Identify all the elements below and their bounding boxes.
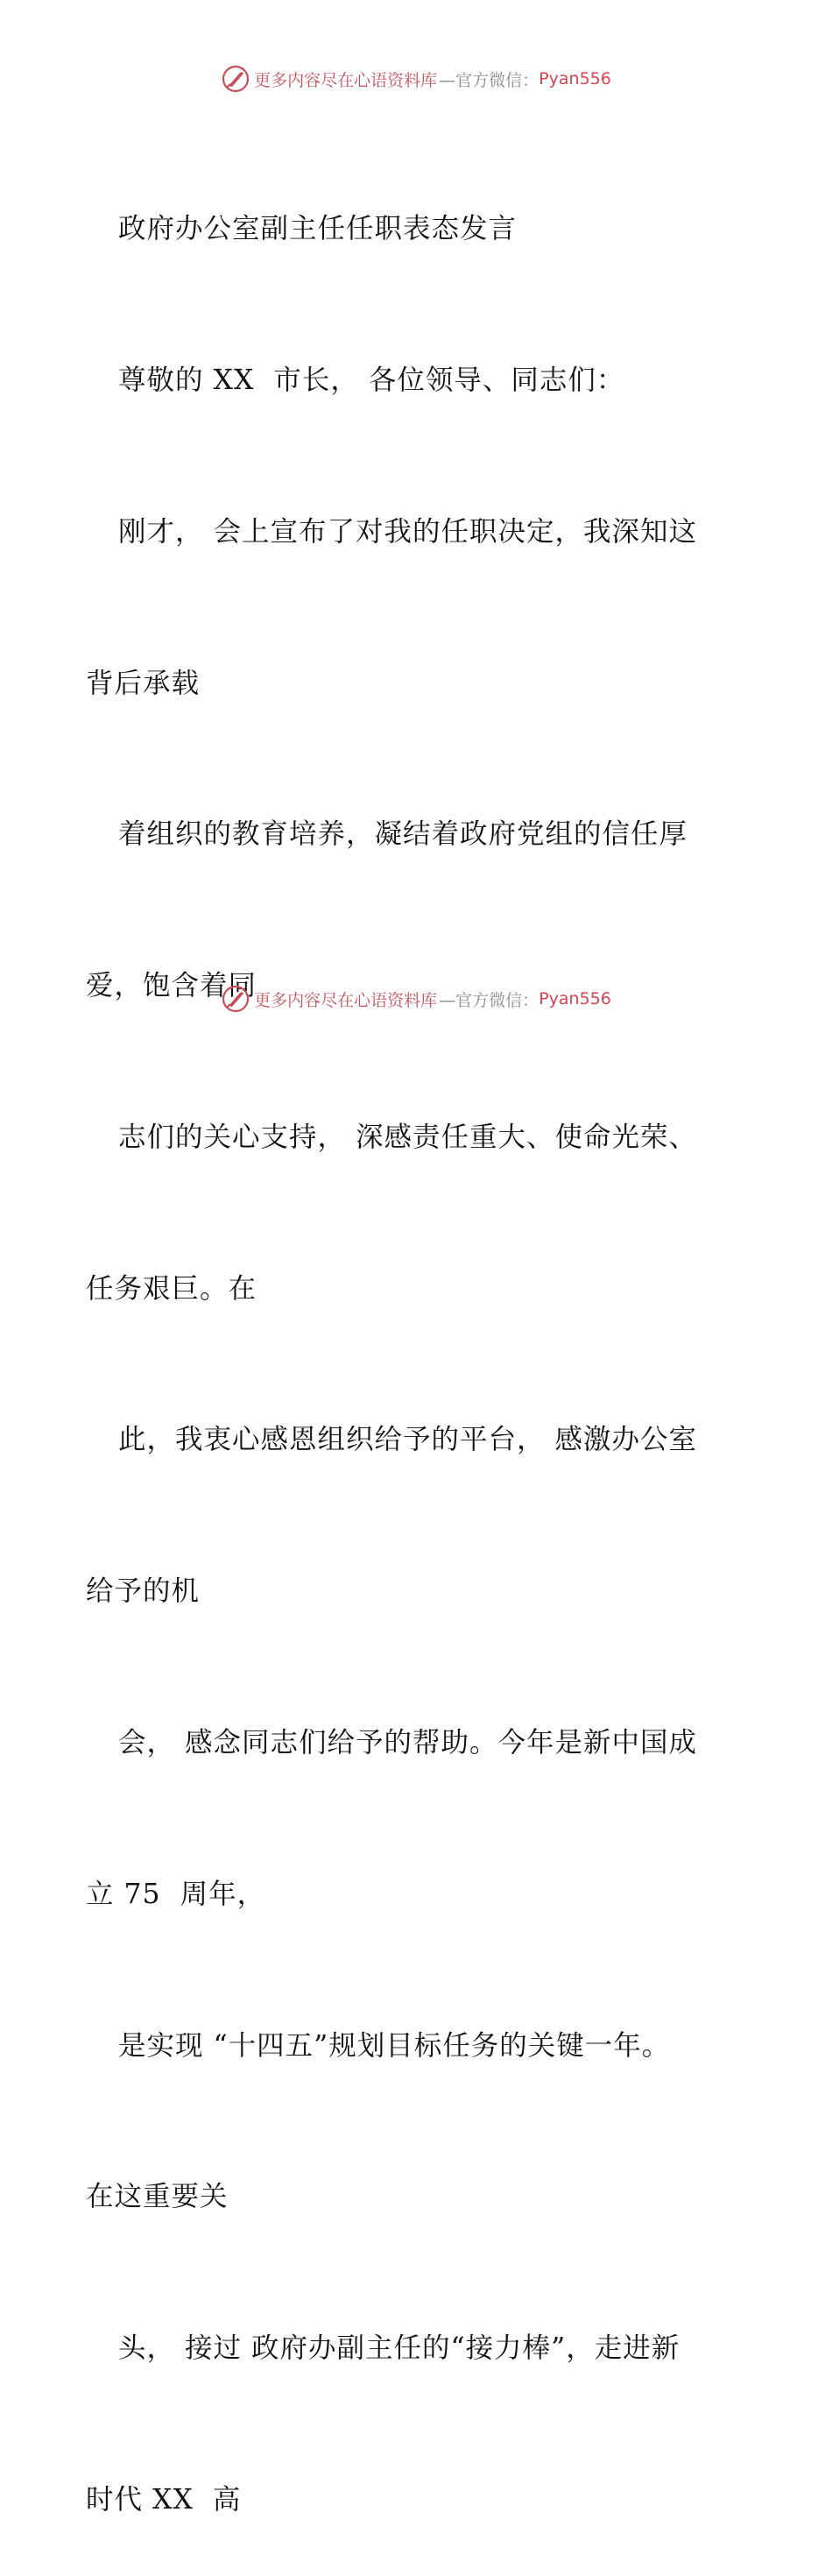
body-line: 爱，饱含着同	[86, 970, 257, 1002]
body-line: 在这重要关	[86, 2181, 229, 2213]
footer-watermark	[0, 981, 832, 1016]
body-line: 此，我衷心感恩组织给予的平台， 感激办公室	[118, 1424, 698, 1456]
body-line: 给予的机	[86, 1575, 201, 1608]
document-title: 政府办公室副主任任职表态发言	[118, 213, 518, 245]
quill-pen-circle-icon	[221, 984, 250, 1014]
watermark-sub: —官方微信：	[439, 70, 539, 90]
body-line: 是实现 “十四五”规划目标任务的关键一年。	[118, 2029, 671, 2062]
body-line: 会， 感念同志们给予的帮助。今年是新中国成	[118, 1727, 698, 1759]
header-watermark	[0, 61, 832, 96]
quill-pen-circle-icon	[221, 64, 250, 94]
salutation: 尊敬的 XX 市长， 各位领导、同志们：	[118, 364, 625, 396]
watermark-text: 更多内容尽在心语资料库	[254, 990, 438, 1010]
watermark-sub: —官方微信：	[439, 990, 539, 1010]
body-line: 着组织的教育培养，凝结着政府党组的信任厚	[118, 818, 688, 851]
watermark-text: 更多内容尽在心语资料库	[254, 70, 438, 90]
body-line: 头， 接过 政府办副主任的“接力棒”，走进新	[118, 2332, 680, 2365]
body-line: 立 75 周年，	[86, 1878, 266, 1910]
body-line: 志们的关心支持， 深感责任重大、使命光荣、	[118, 1121, 698, 1153]
body-line: 时代 XX 高	[86, 2483, 242, 2516]
body-line: 刚才， 会上宣布了对我的任职决定，我深知这	[118, 515, 698, 548]
body-line: 背后承载	[86, 667, 201, 699]
document-body	[86, 103, 786, 2576]
watermark-code: Pyan556	[539, 989, 611, 1008]
body-line: 任务艰巨。在	[86, 1272, 257, 1305]
watermark-code: Pyan556	[539, 69, 611, 88]
